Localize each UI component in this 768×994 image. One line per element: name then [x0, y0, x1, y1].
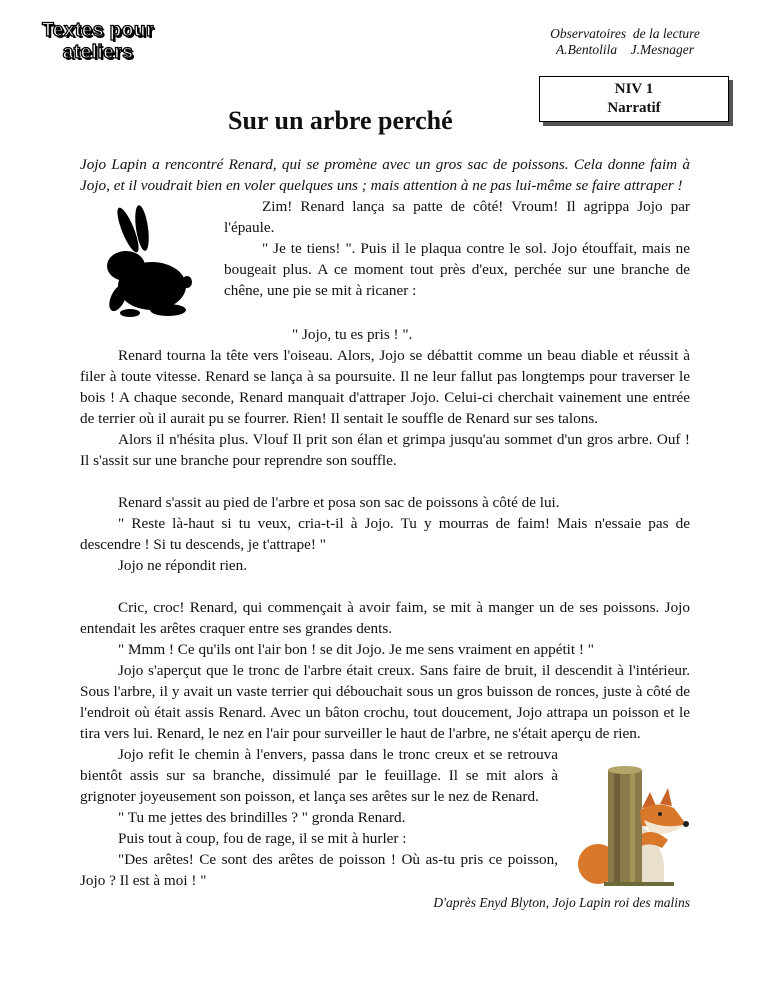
story-paragraph: "Des arêtes! Ce sont des arêtes de poisson ! Où as-tu pris ce poisson, Jojo ? Il est à moi ! "	[80, 851, 558, 889]
source-line-1: Observatoires de la lecture	[550, 26, 700, 41]
logo-textes-pour-ateliers	[38, 20, 158, 64]
fox-behind-tree-icon	[564, 764, 690, 890]
story-paragraph: Cric, croc! Renard, qui commençait à avoir faim, se mit à manger un de ses poissons. Jojo entendait les arêtes craquer entre ses grandes dents.	[80, 599, 690, 637]
logo-line-2: ateliers	[62, 42, 134, 63]
credit-line: D'après Enyd Blyton, Jojo Lapin roi des malins	[433, 895, 690, 910]
story-paragraph: Renard tourna la tête vers l'oiseau. Alors, Jojo se débattit comme un beau diable et réussit à filer à toute vitesse. Renard se lança à sa poursuite. Il ne leur fallut pas longtemps pour traverser le bois ! A chaque seconde, Renard manquait d'attraper Jojo. Celui-ci cherchait vainement une entrée de terrier où il aurait pu se fourrer. Rien! Il sentait le souffle de Renard sur ses talons.	[80, 347, 690, 427]
logo-line-1: Textes pour	[42, 20, 154, 41]
story-paragraph: " Reste là-haut si tu veux, cria-t-il à Jojo. Tu y mourras de faim! Mais n'essaie pas de descendre ! Si tu descends, je t'attrape! "	[80, 515, 690, 553]
story-paragraph: " Jojo, tu es pris ! ".	[292, 326, 413, 343]
level-box	[539, 76, 729, 122]
story-paragraph: Puis tout à coup, fou de rage, il se mit à hurler :	[118, 830, 407, 847]
story-paragraph: Alors il n'hésita plus. Vlouf Il prit son élan et grimpa jusqu'au sommet d'un gros arbre. Ouf ! Il s'assit sur une branche pour reprendre son souffle.	[80, 431, 690, 469]
story-paragraph: " Mmm ! Ce qu'ils ont l'air bon ! se dit Jojo. Je me sens vraiment en appétit ! "	[118, 641, 594, 658]
story-text	[80, 154, 690, 913]
intro-paragraph: Jojo Lapin a rencontré Renard, qui se promène avec un gros sac de poissons. Cela donne faim à Jojo, et il voudrait bien en voler quelques uns ; mais attention à ne pas lui-même se faire attraper !	[80, 156, 690, 194]
story-paragraph: Zim! Renard lança sa patte de côté! Vroum! Il agrippa Jojo par l'épaule.	[224, 198, 690, 236]
source-attribution	[520, 26, 730, 58]
rabbit-silhouette-icon	[88, 204, 192, 324]
story-paragraph: Jojo refit le chemin à l'envers, passa dans le tronc creux et se retrouva bientôt assis sur sa branche, dissimulé par le feuillage. Il se mit alors à grignoter joyeusement son poisson, et lança ses arêtes sur le nez de Renard.	[80, 746, 558, 805]
level-label: NIV 1	[614, 81, 654, 97]
story-paragraph: " Je te tiens! ". Puis il le plaqua contre le sol. Jojo étouffait, mais ne bougeait plus. A ce moment tout près d'eux, perchée sur une branche de chêne, une pie se mit à ricaner :	[224, 240, 690, 299]
story-paragraph: Jojo s'aperçut que le tronc de l'arbre était creux. Sans faire de bruit, il descendit à l'intérieur. Sous l'arbre, il y avait un vaste terrier qui débouchait sous un gros buisson de ronces, juste à côté de l'endroit où était assis Renard. Avec un bâton crochu, tout doucement, Jojo attrapa un poisson et le tira vers lui. Renard, le nez en l'air pour surveiller le haut de l'arbre, ne s'était aperçu de rien.	[80, 662, 690, 742]
page-title: Sur un arbre perché	[228, 106, 453, 135]
story-paragraph: " Tu me jettes des brindilles ? " gronda Renard.	[118, 809, 406, 826]
genre-label: Narratif	[607, 100, 661, 116]
story-paragraph: Renard s'assit au pied de l'arbre et posa son sac de poissons à côté de lui.	[118, 494, 560, 511]
source-line-2: A.Bentolila J.Mesnager	[556, 42, 694, 57]
story-paragraph: Jojo ne répondit rien.	[118, 557, 248, 574]
